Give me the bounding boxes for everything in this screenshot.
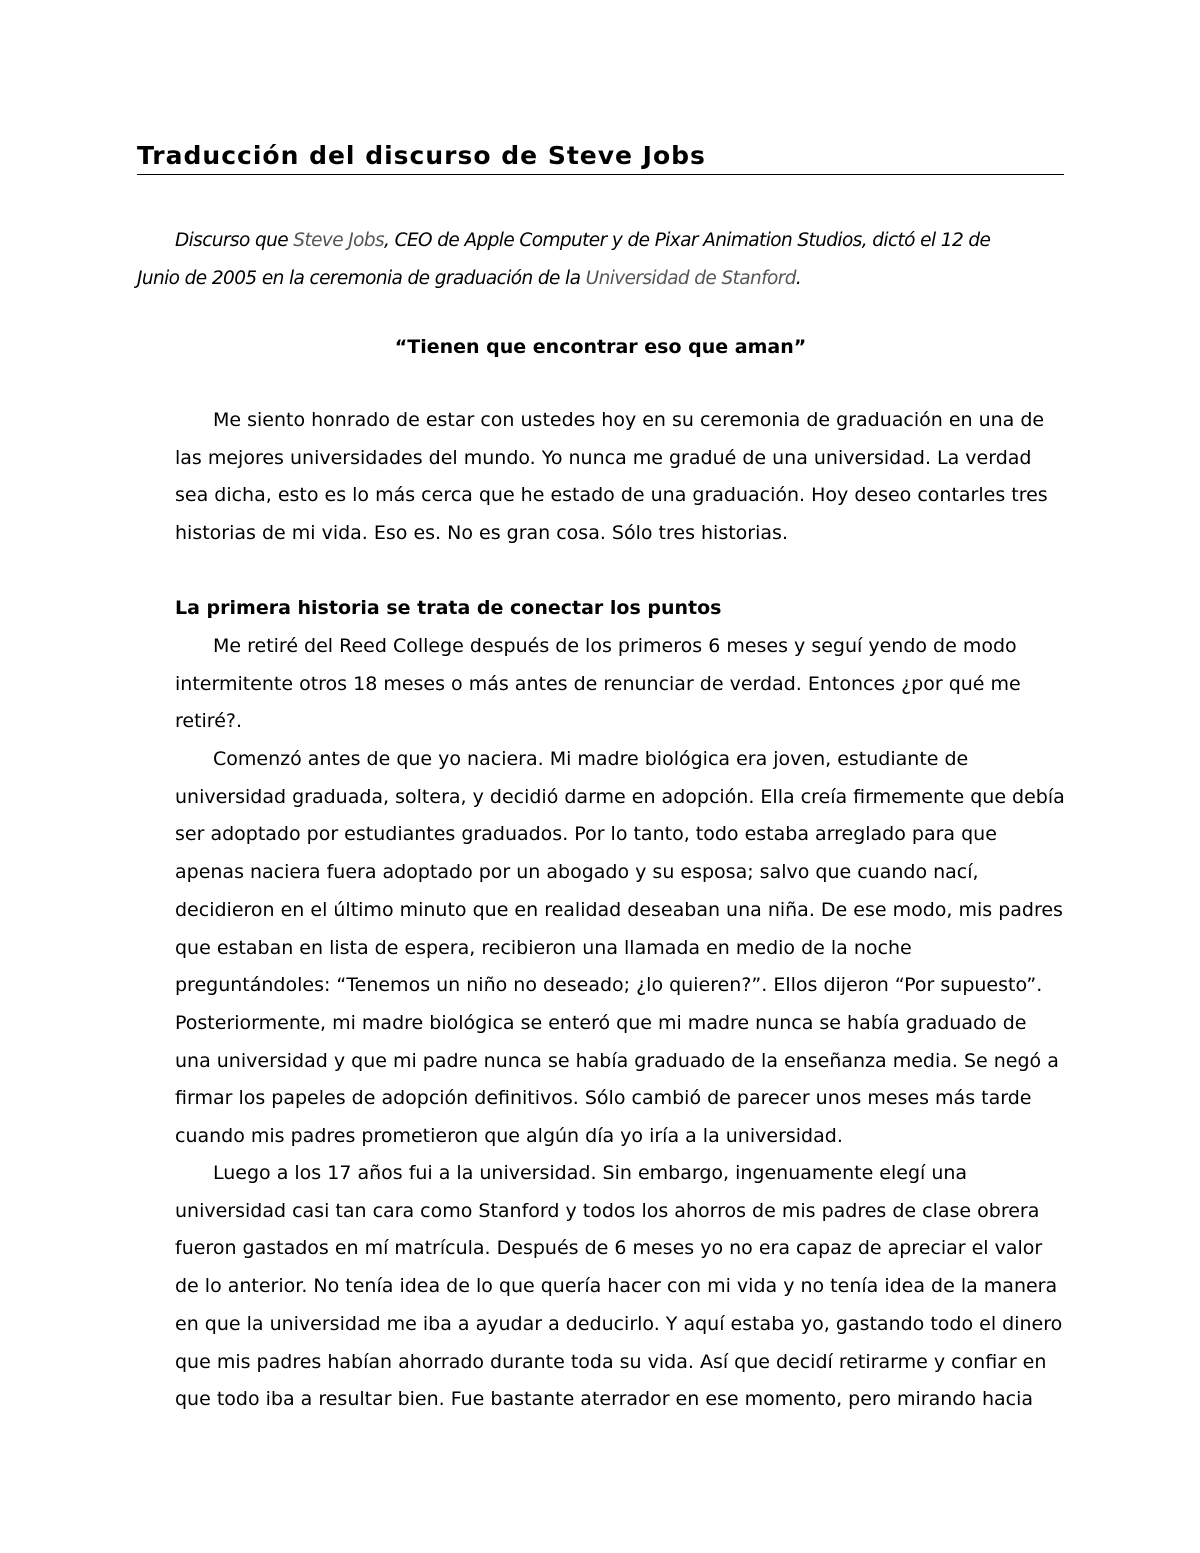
paragraph-line: universidad casi tan cara como Stanford y todos los ahorros de mis padres de clase obrera	[175, 1199, 1040, 1222]
paragraph-line: intermitente otros 18 meses o más antes de renunciar de verdad. Entonces ¿por qué me	[175, 672, 1021, 695]
paragraph-line: preguntándoles: “Tenemos un niño no deseado; ¿lo quieren?”. Ellos dijeron “Por supuesto”.	[175, 974, 1043, 997]
intro-text: .	[795, 268, 802, 289]
paragraph-line: decidieron en el último minuto que en realidad deseaban una niña. De ese modo, mis padres	[175, 898, 1063, 921]
paragraph-line: que todo iba a resultar bien. Fue bastante aterrador en ese momento, pero mirando hacia	[175, 1388, 1034, 1411]
stanford-link[interactable]: Universidad de Stanford	[585, 268, 796, 289]
paragraph-line: que mis padres habían ahorrado durante toda su vida. Así que decidí retirarme y confiar en	[175, 1350, 1047, 1373]
intro-line-2	[137, 260, 1064, 298]
paragraph-line: universidad graduada, soltera, y decidió darme en adopción. Ella creía firmemente que debía	[175, 785, 1065, 808]
paragraph-line: las mejores universidades del mundo. Yo nunca me gradué de una universidad. La verdad	[175, 446, 1032, 469]
paragraph-line: firmar los papeles de adopción definitivos. Sólo cambió de parecer unos meses más tarde	[175, 1087, 1032, 1110]
paragraph-4	[137, 1155, 1064, 1419]
paragraph-1	[137, 402, 1064, 553]
paragraph-line: Comenzó antes de que yo naciera. Mi madre biológica era joven, estudiante de	[213, 748, 969, 770]
paragraph-line: cuando mis padres prometieron que algún día yo iría a la universidad.	[175, 1125, 843, 1148]
paragraph-2	[137, 628, 1064, 741]
paragraph-line: Posteriormente, mi madre biológica se enteró que mi madre nunca se había graduado de	[175, 1011, 1027, 1034]
paragraph-line: que estaban en lista de espera, recibieron una llamada en medio de la noche	[175, 936, 912, 959]
document-title: Traducción del discurso de Steve Jobs	[137, 138, 1064, 175]
intro-line-1	[137, 222, 1064, 260]
paragraph-line: apenas naciera fuera adoptado por un abogado y su esposa; salvo que cuando nací,	[175, 861, 979, 884]
speech-subtitle: “Tienen que encontrar eso que aman”	[394, 336, 807, 358]
paragraph-line: en que la universidad me iba a ayudar a deducirlo. Y aquí estaba yo, gastando todo el dinero	[175, 1312, 1063, 1335]
section-heading: La primera historia se trata de conectar los puntos	[175, 597, 722, 619]
paragraph-line: ser adoptado por estudiantes graduados. Por lo tanto, todo estaba arreglado para que	[175, 823, 997, 846]
steve-jobs-link[interactable]: Steve Jobs	[293, 230, 385, 251]
paragraph-3	[137, 741, 1064, 1156]
paragraph-line: Luego a los 17 años fui a la universidad. Sin embargo, ingenuamente elegí una	[213, 1162, 968, 1184]
paragraph-line: Me retiré del Reed College después de los primeros 6 meses y seguí yendo de modo	[213, 635, 1017, 657]
paragraph-line: de lo anterior. No tenía idea de lo que quería hacer con mi vida y no tenía idea de la manera	[175, 1275, 1058, 1298]
intro-text: Discurso que	[175, 230, 294, 251]
paragraph-line: Me siento honrado de estar con ustedes hoy en su ceremonia de graduación en una de	[213, 409, 1045, 431]
intro-paragraph	[137, 222, 1064, 298]
paragraph-line: retiré?.	[175, 710, 243, 733]
paragraph-line: historias de mi vida. Eso es. No es gran cosa. Sólo tres historias.	[175, 522, 788, 545]
intro-text: Junio de 2005 en la ceremonia de graduación de la	[137, 268, 586, 289]
paragraph-line: fueron gastados en mí matrícula. Después de 6 meses yo no era capaz de apreciar el valor	[175, 1237, 1043, 1260]
paragraph-line: sea dicha, esto es lo más cerca que he estado de una graduación. Hoy deseo contarles tres	[175, 484, 1048, 507]
intro-text: , CEO de Apple Computer y de Pixar Animation Studios, dictó el 12 de	[384, 230, 991, 251]
paragraph-line: una universidad y que mi padre nunca se había graduado de la enseñanza media. Se negó a	[175, 1049, 1059, 1072]
